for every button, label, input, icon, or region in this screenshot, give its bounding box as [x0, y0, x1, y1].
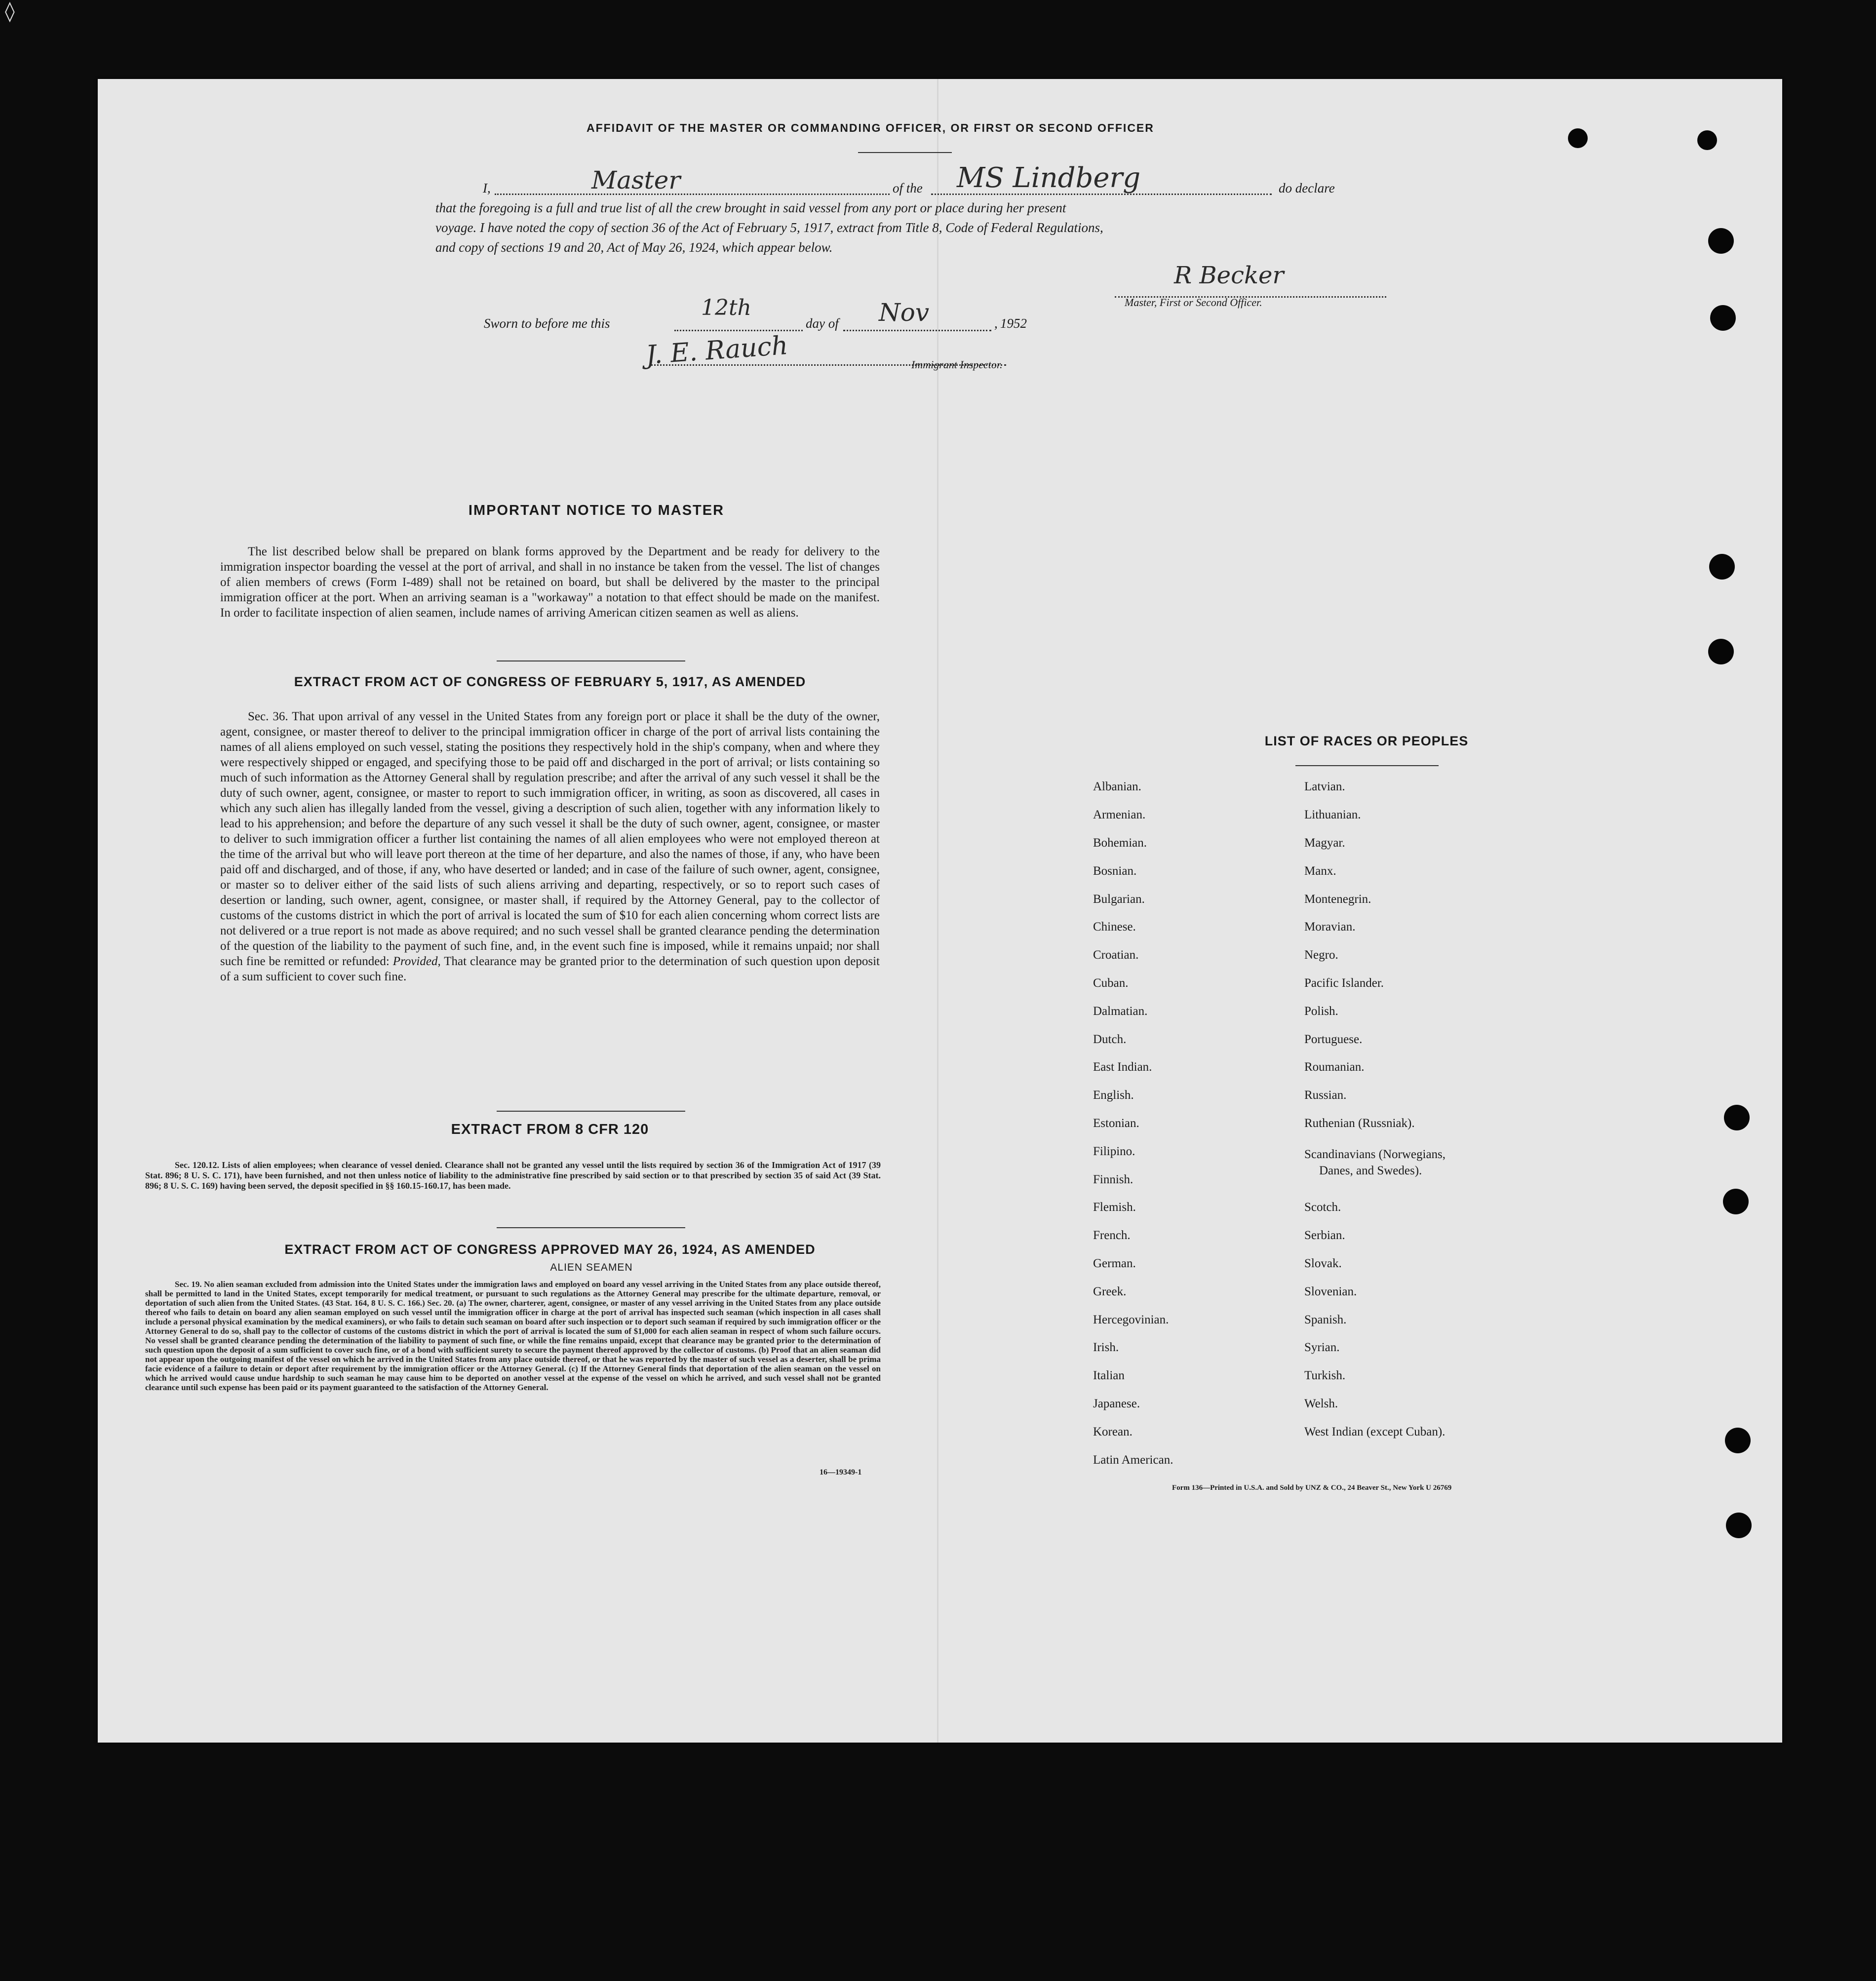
inspector-signature: J. E. Rauch [645, 331, 789, 370]
race-item: Scandinavians (Norwegians, [1304, 1148, 1446, 1161]
race-item: Slovenian. [1304, 1285, 1357, 1298]
punch-hole [1726, 1513, 1752, 1538]
sworn-month: Nov [879, 298, 930, 327]
affidavit-line2: that the foregoing is a full and true list of all the crew brought in said vessel from any port or place during her present [435, 200, 1066, 215]
race-item: Bulgarian. [1093, 893, 1145, 906]
corner-mark: ◊ [5, 0, 15, 23]
race-item: West Indian (except Cuban). [1304, 1425, 1446, 1438]
race-item: Latvian. [1304, 780, 1345, 793]
extract-1924-heading: EXTRACT FROM ACT OF CONGRESS APPROVED MAY 26, 1924, AS AMENDED [284, 1242, 816, 1257]
race-item: Negro. [1304, 948, 1338, 962]
race-item: Turkish. [1304, 1369, 1346, 1382]
race-item: Serbian. [1304, 1229, 1345, 1242]
race-item: Pacific Islander. [1304, 976, 1384, 990]
punch-hole [1709, 554, 1735, 580]
master-value: Master [591, 166, 681, 194]
race-item: Croatian. [1093, 948, 1139, 962]
race-item: Korean. [1093, 1425, 1133, 1438]
year-value: 1952 [1000, 316, 1027, 331]
divider [1295, 765, 1439, 766]
race-item: Ruthenian (Russniak). [1304, 1117, 1415, 1130]
race-item: Albanian. [1093, 780, 1141, 793]
race-item: Chinese. [1093, 920, 1136, 933]
race-item: Finnish. [1093, 1173, 1133, 1186]
affidavit-title: AFFIDAVIT OF THE MASTER OR COMMANDING OFFICER, OR FIRST OR SECOND OFFICER [586, 121, 1154, 134]
extract-1917-heading: EXTRACT FROM ACT OF CONGRESS OF FEBRUARY 5, 1917, AS AMENDED [294, 674, 806, 689]
divider [497, 660, 685, 661]
race-item: Filipino. [1093, 1145, 1135, 1158]
notice-text: The list described below shall be prepared on blank forms approved by the Department and be ready for delivery to the immigration inspector boarding the vessel at the port of arrival, and shall in no instance be taken from the vessel. The list of changes of alien members of crews (Form I-489) shall not be retained on board, but shall be delivered by the master to the principal immigration officer at the port. When an arriving seaman is a "workaway" a notation to that effect should be made on the manifest. In order to facilitate inspection of alien seamen, include names of arriving American citizen seamen as well as aliens. [220, 545, 880, 620]
master-caption: Master, First or Second Officer. [1125, 296, 1262, 309]
race-item: Welsh. [1304, 1397, 1338, 1410]
affidavit-line3: voyage. I have noted the copy of section 36 of the Act of February 5, 1917, extract from Title 8, Code of Federal Regulations, [435, 220, 1103, 235]
race-item: German. [1093, 1257, 1136, 1270]
race-item: Scotch. [1304, 1201, 1341, 1214]
race-item: Montenegrin. [1304, 893, 1371, 906]
punch-hole [1710, 305, 1736, 331]
year-prefix: , [994, 316, 998, 331]
race-item: Syrian. [1304, 1341, 1340, 1354]
extract-1917-text [220, 709, 880, 984]
race-item: Flemish. [1093, 1201, 1136, 1214]
race-item: Hercegovinian. [1093, 1313, 1169, 1326]
cfr-text: Sec. 120.12. Lists of alien employees; when clearance of vessel denied. Clearance shall not be granted any vessel until the lists required by section 36 of the Immigration Act of 1917 (39 Stat. 896; 8 U. S. C. 171), have been furnished, and not then unless notice of liability to the administrative fine prescribed by said section or to that prescribed by section 35 of said Act (39 Stat. 896; 8 U. S. C. 169) having been served, the deposit specified in §§ 160.15-160.17, has been made. [145, 1160, 881, 1191]
race-item: Italian [1093, 1369, 1125, 1382]
inspector-caption: Immigrant Inspector. [911, 358, 1003, 371]
race-item: Manx. [1304, 864, 1336, 878]
race-item: Greek. [1093, 1285, 1127, 1298]
races-heading: LIST OF RACES OR PEOPLES [1264, 734, 1469, 748]
race-item: Estonian. [1093, 1117, 1139, 1130]
race-item: Bosnian. [1093, 864, 1137, 878]
section-text-end: That clearance may be granted prior to the determination of such question upon deposit of a sum sufficient to cover such fine. [220, 955, 880, 983]
race-item: Irish. [1093, 1341, 1119, 1354]
extract-1924-subheading: ALIEN SEAMEN [550, 1262, 633, 1273]
affidavit-line1 [483, 162, 1480, 198]
affidavit-line4: and copy of sections 19 and 20, Act of May 26, 1924, which appear below. [435, 240, 833, 255]
race-item: Armenian. [1093, 808, 1146, 821]
race-item: Japanese. [1093, 1397, 1140, 1410]
i-label: I, [483, 181, 491, 195]
of-the-label: of the [893, 181, 923, 195]
race-item: Dutch. [1093, 1033, 1127, 1046]
extract-1924-text: Sec. 19. No alien seaman excluded from admission into the United States under the immigration laws and employed on board any vessel arriving in the United States from any place outside thereof, shall be permitted to land in the United States, except temporarily for medical treatment, or pursuant to such regulations as the Attorney General may prescribe for the ultimate departure, removal, or deportation of such alien from the United States. (43 Stat. 164, 8 U. S. C. 166.) Sec. 20. (a) The owner, charterer, agent, consignee, or master of any vessel arriving in the United States from any place outside thereof who fails to detain on board any alien seaman employed on such vessel until the immigration officer in charge at the port of arrival has inspected such seaman (which inspection in all cases shall include a personal physical examination by the medical examiners), or who fails to detain such seaman on board after such inspection or to deport such seaman if required by such immigration officer or the Attorney General to do so, shall pay to the collector of customs of the customs district in which the port of arrival is located the sum of $1,000 for each alien seaman in respect of whom such failure occurs. No vessel shall be granted clearance pending the determination of the liability to payment of such fine, or while the fine remains unpaid, except that clearance may be granted prior to the determination of such question upon the deposit of a sum sufficient to cover such fine, or of a bond with sufficient surety to secure the payment thereof approved by the collector of customs. (b) Proof that an alien seaman did not appear upon the outgoing manifest of the vessel on which he arrived in the United States from any place outside thereof, or that he was reported by the master of such vessel as a deserter, shall be prima facie evidence of a failure to detain or deport after requirement by the immigration officer or the Attorney General. (c) If the Attorney General finds that deportation of the alien seaman on the vessel on which he arrived would cause undue hardship to such seaman he may cause him to be deported on another vessel at the expense of the vessel on which he arrived, and such vessel shall not be granted clearance until such expense has been paid or its payment guaranteed to the satisfaction of the Attorney General. [145, 1280, 881, 1392]
do-declare-label: do declare [1279, 181, 1335, 195]
race-item: Polish. [1304, 1005, 1338, 1018]
notice-heading: IMPORTANT NOTICE TO MASTER [468, 503, 725, 518]
race-item: Moravian. [1304, 920, 1356, 933]
divider [497, 1111, 685, 1112]
race-item: Slovak. [1304, 1257, 1342, 1270]
provided-word: Provided, [392, 955, 441, 968]
master-field [495, 177, 890, 195]
vessel-value: MS Lindberg [957, 162, 1141, 194]
race-item: French. [1093, 1229, 1131, 1242]
race-item: East Indian. [1093, 1060, 1152, 1074]
race-item: Cuban. [1093, 976, 1129, 990]
race-item: Danes, and Swedes). [1319, 1164, 1422, 1177]
divider [497, 1227, 685, 1228]
race-item: Latin American. [1093, 1453, 1173, 1467]
document-page [98, 79, 1782, 1743]
race-item: Spanish. [1304, 1313, 1347, 1326]
race-item: Bohemian. [1093, 836, 1147, 850]
race-item: Portuguese. [1304, 1033, 1363, 1046]
master-signature: R Becker [1174, 262, 1284, 289]
punch-hole [1708, 228, 1734, 254]
race-item: Russian. [1304, 1088, 1347, 1102]
divider [858, 152, 952, 153]
punch-hole [1708, 639, 1734, 664]
race-item: Roumanian. [1304, 1060, 1365, 1074]
race-item: Magyar. [1304, 836, 1345, 850]
day-of-label: day of [806, 316, 839, 331]
race-item: Dalmatian. [1093, 1005, 1148, 1018]
punch-hole [1725, 1428, 1751, 1453]
section-text: That upon arrival of any vessel in the United States from any foreign port or place it shall be the duty of the owner, agent, consignee, or master thereof to deliver to the principal immigration officer in charge of the port of arrival lists containing the names of all aliens employed on such vessel, stating the positions they respectively hold in the ship's company, when and where they were respectively shipped or engaged, and specifying those to be paid off and discharged in the port of arrival; or lists containing so much of such information as the Attorney General shall by regulation prescribe; and after the arrival of any such vessel it shall be the duty of such owner, agent, consignee, or master to report to such immigration officer, in writing, as soon as discovered, all cases in which any such alien has illegally landed from the vessel, giving a description of such alien, together with any information likely to lead to his apprehension; and before the departure of any such vessel it shall be the duty of such owner, agent, consignee, or master to deliver to such immigration officer a further list containing the names of all alien employees who were not employed thereon at the time of the arrival but who will leave port thereon at the time of her departure, and also the names of those, if any, who have been paid off and discharged, and of those, if any, who have deserted or landed; and in case of the failure of such owner, agent, consignee, or master so to deliver either of the said lists of such aliens arriving and departing, respectively, or so to report such cases of desertion or landing, such owner, agent, consignee, or master shall, if required by the Attorney General, pay to the collector of customs of the customs district in which the port of arrival is located the sum of $10 for each alien concerning whom correct lists are not delivered or a true report is not made as above required; and no such vessel shall be granted clearance pending the determination of the question of the liability to the payment of such fine, and, in the event such fine is imposed, while it remains unpaid; nor shall such fine be remitted or refunded: [220, 710, 880, 968]
sworn-label: Sworn to before me this [484, 316, 610, 331]
form-code: 16—19349-1 [820, 1468, 862, 1476]
punch-hole [1723, 1189, 1749, 1214]
cfr-heading: EXTRACT FROM 8 CFR 120 [451, 1122, 649, 1137]
race-item: English. [1093, 1088, 1134, 1102]
race-item: Lithuanian. [1304, 808, 1361, 821]
sworn-day: 12th [701, 295, 752, 320]
printer-footer: Form 136—Printed in U.S.A. and Sold by UNZ & CO., 24 Beaver St., New York U 26769 [1172, 1484, 1452, 1492]
punch-hole [1568, 128, 1588, 148]
section-label: Sec. 36. [248, 710, 288, 723]
punch-hole [1724, 1105, 1750, 1130]
punch-hole [1697, 130, 1717, 150]
